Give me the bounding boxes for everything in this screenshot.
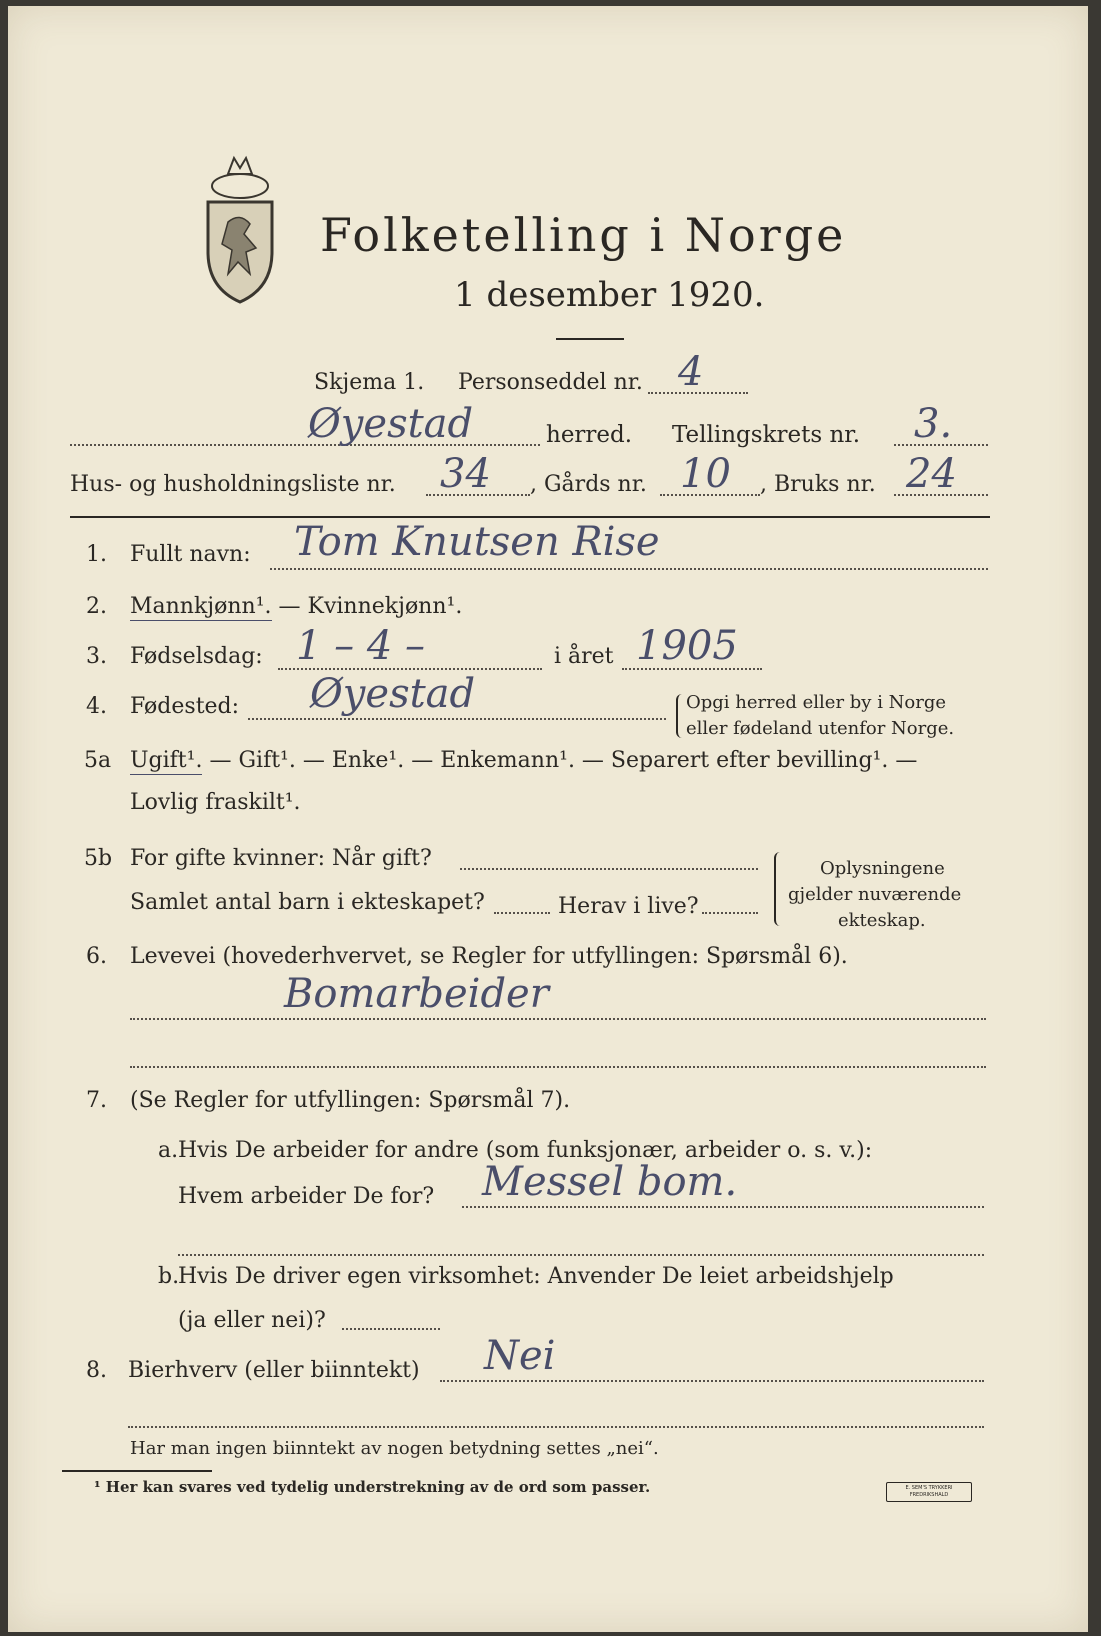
coat-of-arms-icon	[194, 152, 286, 304]
q8-label: Bierhverv (eller biinntekt)	[128, 1358, 420, 1383]
printer-stamp	[886, 1482, 972, 1502]
q4-note-line2: eller fødeland utenfor Norge.	[686, 718, 955, 739]
footer-note: Har man ingen biinntekt av nogen betydning settes „nei“.	[130, 1438, 659, 1459]
q5a-number: 5a	[84, 748, 112, 773]
q5b-line2a: Samlet antal barn i ekteskapet?	[130, 890, 485, 915]
birthplace-value: Øyestad	[310, 671, 476, 717]
census-form-sheet	[8, 6, 1088, 1632]
q5b-line2b: Herav i live?	[558, 894, 699, 919]
q3-label: Fødselsdag:	[130, 644, 263, 669]
hus-label: Hus- og husholdningsliste nr.	[70, 472, 396, 497]
q3-year-label: i året	[554, 644, 614, 669]
q6-label: Levevei (hovederhvervet, se Regler for utfyllingen: Spørsmål 6).	[130, 944, 848, 969]
personseddel-label: Personseddel nr.	[458, 370, 643, 395]
q7a-line1: Hvis De arbeider for andre (som funksjonær, arbeider o. s. v.):	[178, 1138, 873, 1163]
tellingskrets-label: Tellingskrets nr.	[672, 422, 861, 448]
bruks-value: 24	[906, 451, 957, 497]
q7b-line	[342, 1328, 440, 1330]
q7b-line1: Hvis De driver egen virksomhet: Anvender De leiet arbeidshjelp	[178, 1264, 894, 1289]
q5a-options	[130, 750, 917, 772]
q5a-line2: Lovlig fraskilt¹.	[130, 790, 301, 815]
header-rule	[70, 516, 990, 518]
birth-year-value: 1905	[636, 623, 738, 669]
personseddel-value: 4	[678, 349, 704, 395]
q5b-note-brace	[774, 852, 784, 926]
form-title: Folketelling i Norge	[320, 208, 847, 262]
q4-note-line1: Opgi herred eller by i Norge	[686, 692, 947, 713]
q5b-married-line	[460, 868, 758, 870]
q6-line2	[130, 1066, 986, 1068]
side-income-value: Nei	[484, 1333, 556, 1379]
q8-line-extra	[128, 1426, 984, 1428]
q5b-line1: For gifte kvinner: Når gift?	[130, 846, 432, 871]
herred-label: herred.	[546, 422, 633, 448]
q2-number: 2.	[86, 594, 107, 619]
census-date: 1 desember 1920.	[454, 275, 765, 315]
q2-options	[130, 596, 462, 618]
q6-line1	[130, 1018, 986, 1020]
footnote: ¹ Her kan svares ved tydelig understrekning av de ord som passer.	[94, 1478, 651, 1496]
gards-label: , Gårds nr.	[530, 472, 647, 497]
q7b-line2: (ja eller nei)?	[178, 1308, 326, 1333]
bruks-label: , Bruks nr.	[760, 472, 876, 497]
q7-number: 7.	[86, 1088, 107, 1113]
footnote-rule	[62, 1470, 212, 1472]
q7a-line	[462, 1206, 984, 1208]
q3-number: 3.	[86, 644, 107, 669]
printer-stamp-text: E. SEM'S TRYKKERI FREDRIKSHALD	[905, 1485, 953, 1498]
q7b-number: b.	[158, 1264, 180, 1289]
q4-label: Fødested:	[130, 694, 240, 719]
q5b-note2: gjelder nuværende	[788, 884, 962, 905]
gards-value: 10	[680, 451, 731, 497]
occupation-value: Bomarbeider	[284, 971, 549, 1017]
q4-number: 4.	[86, 694, 107, 719]
q7a-line-extra	[178, 1254, 984, 1256]
hus-value: 34	[440, 451, 491, 497]
q4-note-brace	[676, 694, 686, 738]
male-option-underlined: Mannkjønn¹.	[130, 594, 272, 619]
q1-label: Fullt navn:	[130, 542, 251, 567]
q5b-note3: ekteskap.	[838, 910, 926, 931]
birth-date-value: 1 – 4 –	[296, 623, 426, 669]
tellingskrets-value: 3.	[914, 401, 953, 447]
q2-separator: —	[271, 594, 308, 619]
herred-value: Øyestad	[308, 401, 474, 447]
q5a-other-options: — Gift¹. — Enke¹. — Enkemann¹. — Separert efter bevilling¹. —	[202, 748, 918, 773]
q4-line	[248, 718, 666, 720]
female-option: Kvinnekjønn¹.	[307, 594, 463, 619]
q5b-children-line	[494, 912, 550, 914]
q7a-number: a.	[158, 1138, 179, 1163]
employer-value: Messel bom.	[482, 1159, 738, 1205]
full-name-value: Tom Knutsen Rise	[294, 519, 660, 565]
title-divider	[556, 338, 624, 340]
q8-number: 8.	[86, 1358, 107, 1383]
q8-line	[440, 1380, 984, 1382]
q6-number: 6.	[86, 944, 107, 969]
q1-line	[270, 568, 988, 570]
skjema-label: Skjema 1.	[314, 370, 425, 395]
q7-label: (Se Regler for utfyllingen: Spørsmål 7).	[130, 1088, 571, 1113]
q5b-number: 5b	[84, 846, 113, 871]
unmarried-option-underlined: Ugift¹.	[130, 748, 203, 773]
q5b-alive-line	[702, 912, 758, 914]
q7a-line2: Hvem arbeider De for?	[178, 1184, 435, 1209]
q5b-note1: Oplysningene	[820, 858, 945, 879]
q1-number: 1.	[86, 542, 107, 567]
